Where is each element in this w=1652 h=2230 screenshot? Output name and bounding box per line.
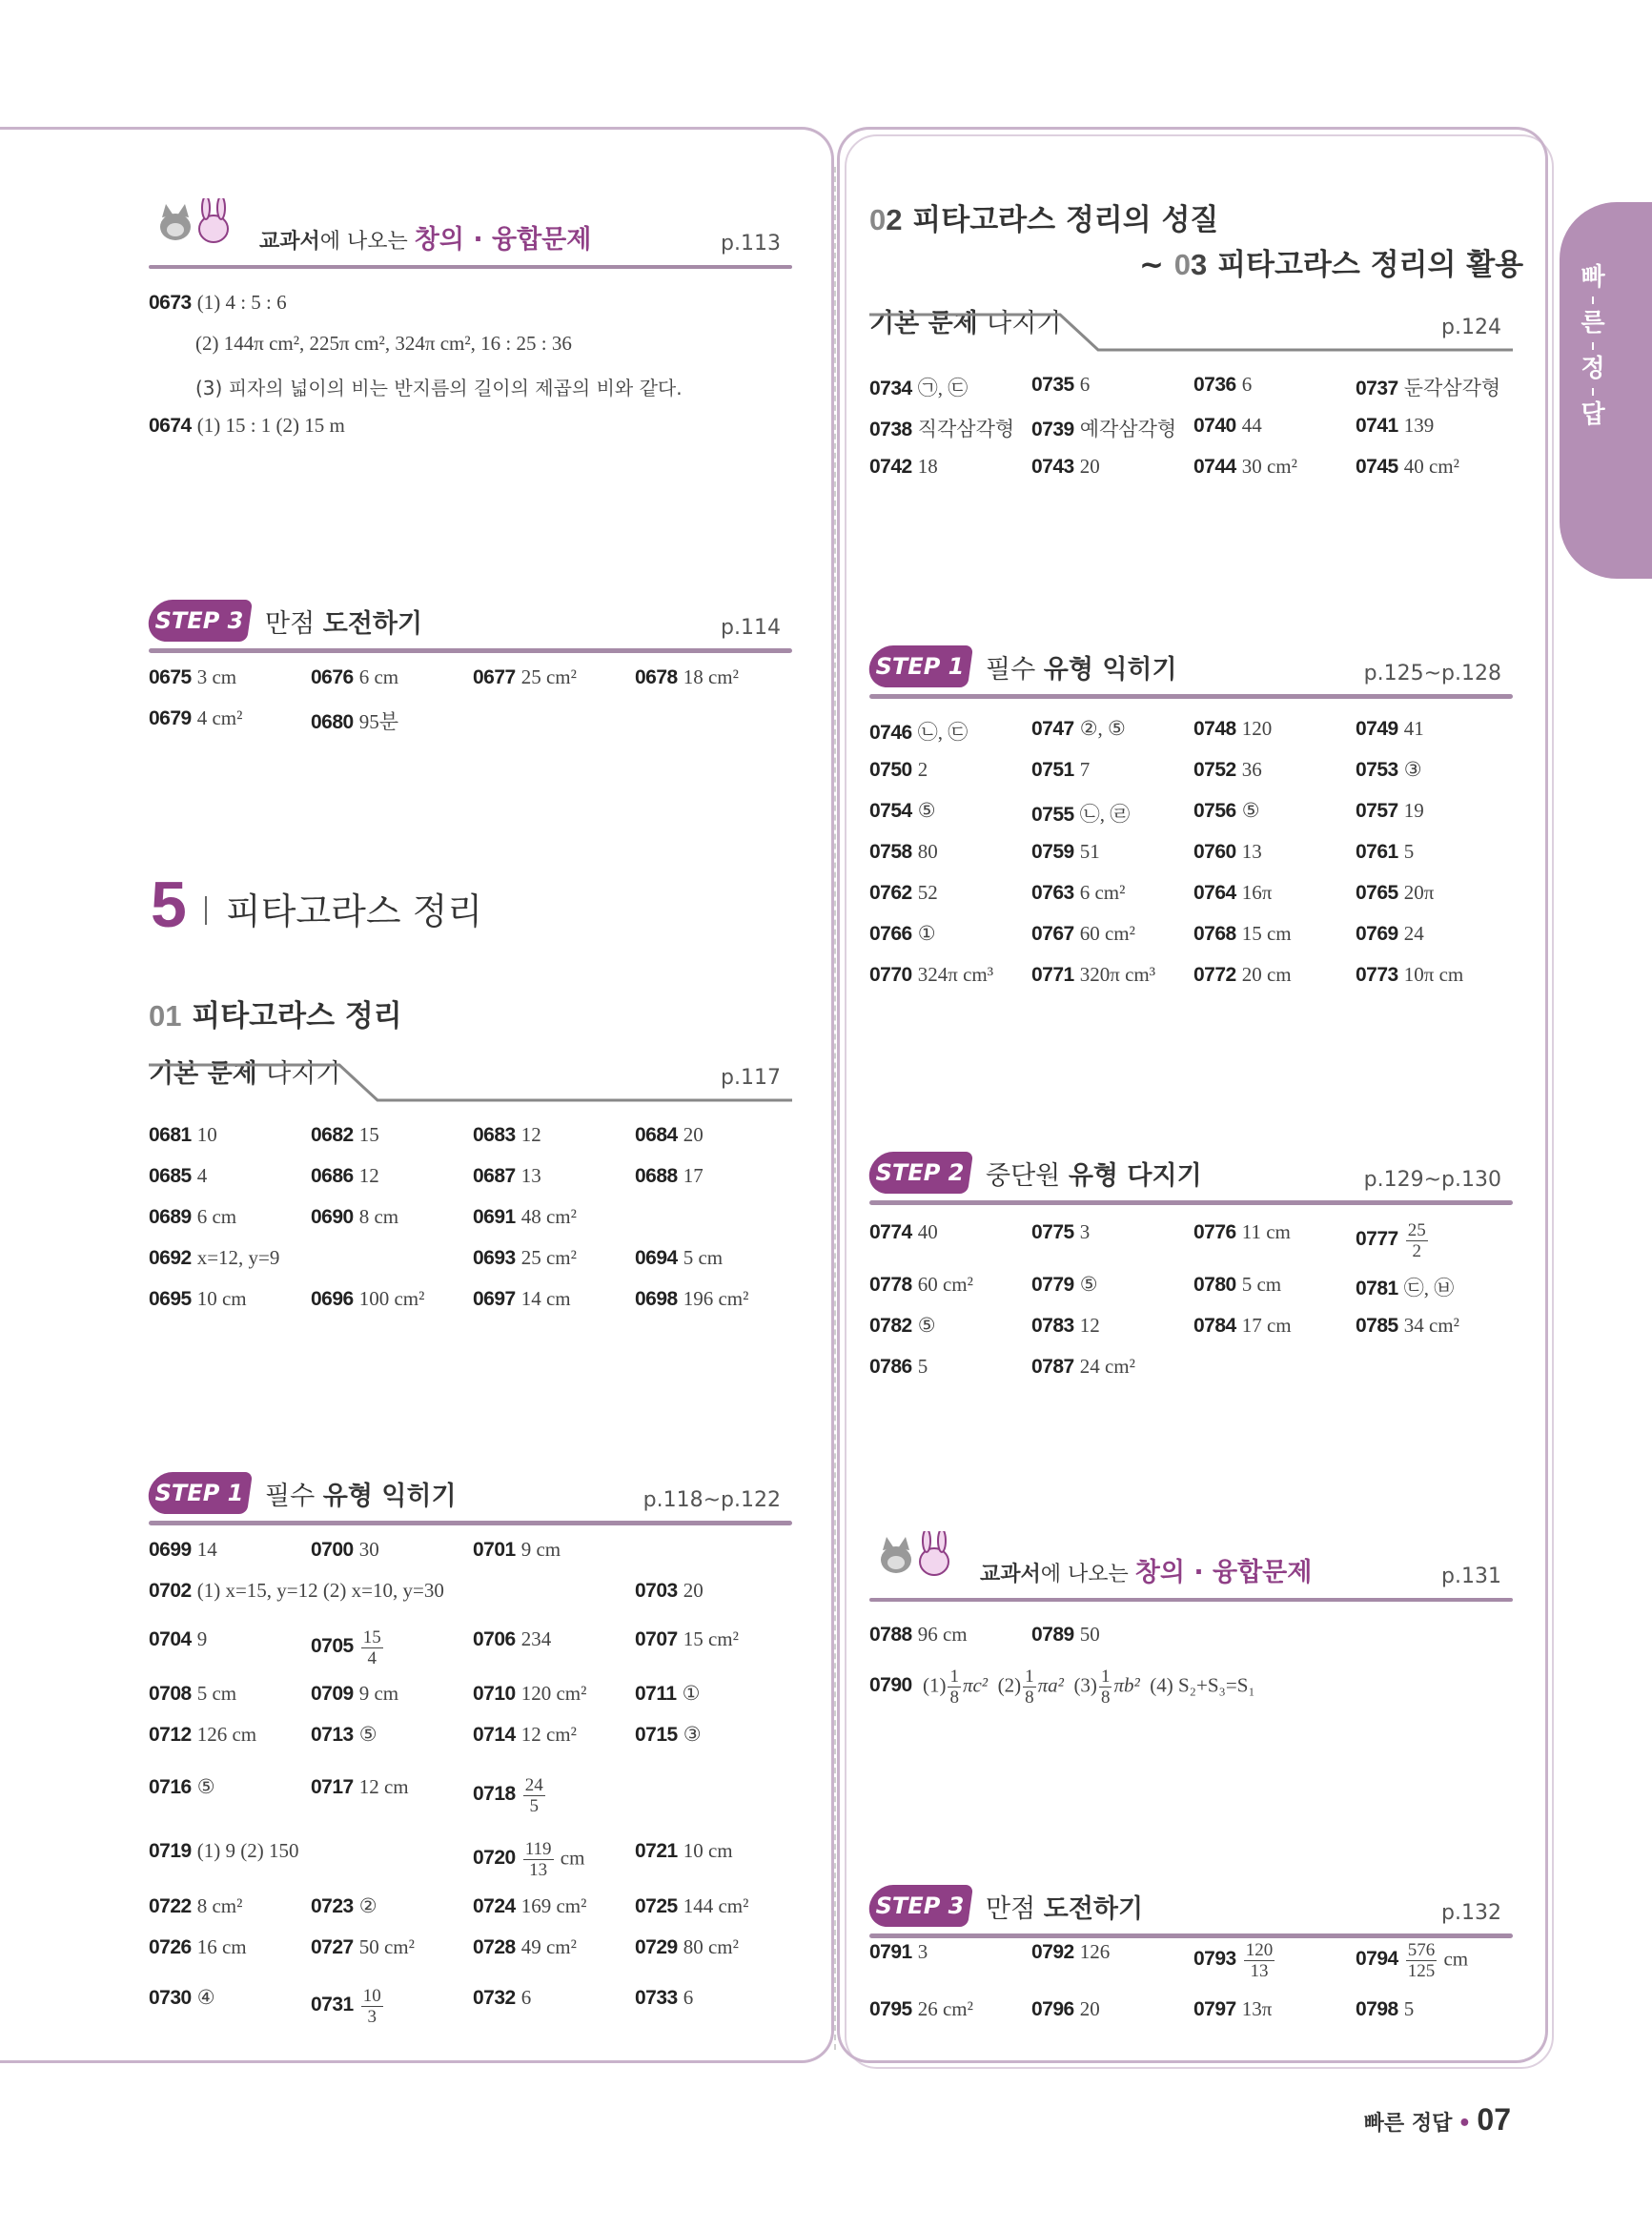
answer-item: 0684 20: [635, 1123, 704, 1146]
answer-item: 0744 30 cm²: [1193, 455, 1297, 478]
chapter-divider: [205, 896, 207, 925]
answer-item: 0690 8 cm: [311, 1205, 399, 1228]
answer-item: 0694 5 cm: [635, 1246, 724, 1269]
page-ref: p.131: [1441, 1565, 1501, 1588]
answer-item: 0685 4: [149, 1164, 208, 1187]
answer-item: 0725 144 cm²: [635, 1894, 749, 1917]
step1-header: STEP 1 필수 유형 익히기 p.118~p.122: [149, 1449, 792, 1525]
basic-problems-header: 기본 문제 다지기 p.124: [869, 276, 1513, 353]
answer-item: 0741 139: [1356, 414, 1435, 437]
answer-item: 0781 ㉢, ㉥: [1356, 1277, 1455, 1299]
answer-item: 0706 234: [473, 1627, 552, 1650]
answer-item: 0796 20: [1031, 1997, 1100, 2020]
answer-item: 0772 20 cm: [1193, 963, 1292, 986]
answer-item: 0737 둔각삼각형: [1356, 377, 1501, 399]
answer-item: 0682 15: [311, 1123, 379, 1146]
answer-item: 0792 126: [1031, 1940, 1111, 1963]
answer-item: 0773 10π cm: [1356, 963, 1464, 986]
answer-item: 0720 $\frac{119}{13}$ cm: [473, 1839, 585, 1880]
answer-item: 0770 324π cm³: [869, 963, 994, 986]
answer-item: 0728 49 cm²: [473, 1935, 577, 1958]
answer-item: 0782 ⑤: [869, 1314, 936, 1337]
answer-item: 0767 60 cm²: [1031, 922, 1135, 945]
creative-mid: 에 나오는: [319, 230, 415, 254]
answer-item: 0760 13: [1193, 840, 1262, 863]
answer-item: 0674 (1) 15 : 1 (2) 15 m: [149, 414, 345, 437]
answer-item: 0691 48 cm²: [473, 1205, 577, 1228]
page-ref: p.113: [721, 232, 781, 256]
answer-item: 0679 4 cm²: [149, 706, 243, 729]
answer-item: 0787 24 cm²: [1031, 1355, 1135, 1378]
answer-item: 0771 320π cm³: [1031, 963, 1156, 986]
page-ref: p.129~p.130: [1363, 1168, 1501, 1192]
answer-item: 0713 ⑤: [311, 1723, 377, 1746]
answer-item: 0740 44: [1193, 414, 1262, 437]
answer-item: 0735 6: [1031, 373, 1091, 396]
creative-accent: 창의 · 융합문제: [414, 225, 592, 255]
answer-item: 0788 96 cm: [869, 1623, 968, 1646]
answer-item: 0711 ①: [635, 1682, 701, 1705]
answer-item: 0762 52: [869, 881, 938, 904]
step-badge: STEP 3: [867, 1885, 973, 1927]
answer-item: 0750 2: [869, 758, 928, 781]
answer-item: 0722 8 cm²: [149, 1894, 243, 1917]
answer-item: 0753 ③: [1356, 758, 1422, 781]
page-divider: [834, 167, 836, 2050]
chapter-number: 5: [151, 869, 187, 941]
answer-item: 0764 16π: [1193, 881, 1273, 904]
answer-item: 0687 13: [473, 1164, 541, 1187]
answer-item: 0677 25 cm²: [473, 665, 577, 688]
answer-item: 0745 40 cm²: [1356, 455, 1459, 478]
answer-item: 0697 14 cm: [473, 1287, 571, 1310]
creative-problems-header: 교과서에 나오는 창의 · 융합문제 p.131: [869, 1525, 1513, 1602]
answer-item: 0683 12: [473, 1123, 541, 1146]
page-ref: p.132: [1441, 1901, 1501, 1925]
answer-item: 0793 $\frac{120}{13}$: [1193, 1940, 1274, 1981]
answer-item: 0678 18 cm²: [635, 665, 739, 688]
mascot-icon: [153, 198, 248, 254]
answer-item: 0754 ⑤: [869, 799, 936, 822]
answer-item: 0724 169 cm²: [473, 1894, 587, 1917]
answer-item: 0743 20: [1031, 455, 1100, 478]
footer-dot: •: [1458, 2112, 1472, 2136]
answer-item: 0758 80: [869, 840, 938, 863]
answer-item: 0732 6: [473, 1986, 532, 2009]
section-title: ~ 03 피타고라스 정리의 활용: [1139, 248, 1524, 282]
section-title: 01 피타고라스 정리: [149, 999, 402, 1033]
answer-item: 0692 x=12, y=9: [149, 1246, 280, 1269]
answer-item: 0727 50 cm²: [311, 1935, 415, 1958]
answer-item: 0784 17 cm: [1193, 1314, 1292, 1337]
answer-item: 0786 5: [869, 1355, 928, 1378]
answer-item: 0776 11 cm: [1193, 1220, 1291, 1243]
answer-item: 0783 12: [1031, 1314, 1100, 1337]
header-underline: [149, 1055, 792, 1103]
answer-item: 0699 14: [149, 1538, 217, 1561]
answer-item: 0747 ②, ⑤: [1031, 717, 1126, 740]
answer-item: 0791 3: [869, 1940, 928, 1963]
answer-item: 0794 $\frac{576}{125}$ cm: [1356, 1940, 1469, 1981]
answer-item: 0779 ⑤: [1031, 1273, 1098, 1296]
answer-item: 0700 30: [311, 1538, 379, 1561]
creative-pre: 교과서: [259, 230, 320, 254]
answer-item: 0693 25 cm²: [473, 1246, 577, 1269]
answer-item: 0715 ③: [635, 1723, 702, 1746]
side-tab-char: 른: [1581, 309, 1605, 338]
answer-item: 0689 6 cm: [149, 1205, 237, 1228]
answer-item: 0768 15 cm: [1193, 922, 1292, 945]
answer-item: 0756 ⑤: [1193, 799, 1260, 822]
answer-item: 0726 16 cm: [149, 1935, 247, 1958]
answer-item: 0701 9 cm: [473, 1538, 561, 1561]
answer-item: 0742 18: [869, 455, 938, 478]
page-ref: p.124: [1441, 316, 1501, 339]
answer-item: 0712 126 cm: [149, 1723, 257, 1746]
answer-item: 0733 6: [635, 1986, 694, 2009]
footer-label: 빠른 정답: [1363, 2112, 1453, 2136]
answer-item: 0704 9: [149, 1627, 208, 1650]
basic-problems-header: 기본 문제 다지기 p.117: [149, 1027, 792, 1103]
answer-item: 0719 (1) 9 (2) 150: [149, 1839, 299, 1862]
side-tab-char: 답: [1581, 400, 1605, 429]
page-ref: p.125~p.128: [1363, 662, 1501, 685]
answer-item: 0686 12: [311, 1164, 379, 1187]
answer-item: 0759 51: [1031, 840, 1100, 863]
answer-item: 0714 12 cm²: [473, 1723, 577, 1746]
answer-item: 0738 직각삼각형: [869, 418, 1015, 440]
answer-item: 0775 3: [1031, 1220, 1091, 1243]
answer-item: 0746 ㉡, ㉢: [869, 721, 969, 744]
answer-item: 0673 (1) 4 : 5 : 6: [149, 291, 287, 314]
answer-item: 0707 15 cm²: [635, 1627, 739, 1650]
answer-item: 0716 ⑤: [149, 1775, 215, 1798]
step-badge: STEP 1: [146, 1472, 253, 1514]
answer-item: 0721 10 cm: [635, 1839, 733, 1862]
step1-header: STEP 1 필수 유형 익히기 p.125~p.128: [869, 623, 1513, 699]
step-badge: STEP 3: [146, 600, 253, 642]
answer-item: 0718 $\frac{24}{5}$: [473, 1775, 543, 1816]
answer-item: 0731 $\frac{10}{3}$: [311, 1986, 381, 2027]
answer-item: 0751 7: [1031, 758, 1091, 781]
answer-item: 0709 9 cm: [311, 1682, 399, 1705]
answer-item: 0789 50: [1031, 1623, 1100, 1646]
answer-item: 0696 100 cm²: [311, 1287, 425, 1310]
answer-item: (2) 144π cm², 225π cm², 324π cm², 16 : 25 : 36: [195, 332, 572, 355]
answer-item: 0736 6: [1193, 373, 1253, 396]
side-tab-char: 빠: [1581, 263, 1605, 292]
answer-item: 0703 20: [635, 1579, 704, 1602]
answer-item: 0717 12 cm: [311, 1775, 409, 1798]
answer-item: 0785 34 cm²: [1356, 1314, 1459, 1337]
answer-item: 0730 ④: [149, 1986, 215, 2009]
answer-item: 0757 19: [1356, 799, 1424, 822]
step2-header: STEP 2 중단원 유형 다지기 p.129~p.130: [869, 1129, 1513, 1205]
answer-item: 0790 (1) $\frac{1}{8}$ πc² (2) $\frac{1}{8}$ πa² (3) $\frac{1}{8}$ πb² (4) S₂+S₃=S₁: [869, 1667, 1255, 1708]
answer-item: 0695 10 cm: [149, 1287, 247, 1310]
answer-item: 0675 3 cm: [149, 665, 237, 688]
answer-item: 0797 13π: [1193, 1997, 1273, 2020]
answer-item: 0761 5: [1356, 840, 1415, 863]
answer-item: 0798 5: [1356, 1997, 1415, 2020]
answer-item: 0778 60 cm²: [869, 1273, 973, 1296]
answer-item: 0769 24: [1356, 922, 1424, 945]
answer-item: 0723 ②: [311, 1894, 377, 1917]
answer-item: 0755 ㉡, ㉣: [1031, 803, 1131, 826]
answer-item: 0777 $\frac{25}{2}$: [1356, 1220, 1426, 1261]
page-number: 07: [1477, 2102, 1511, 2137]
answer-item: 0748 120: [1193, 717, 1273, 740]
answer-item: 0734 ㉠, ㉢: [869, 377, 969, 399]
answer-item: 0766 ①: [869, 922, 936, 945]
answer-item: 0739 예각삼각형: [1031, 418, 1177, 440]
mascot-icon: [873, 1531, 969, 1586]
page-footer: [1364, 2102, 1511, 2138]
answer-item: 0676 6 cm: [311, 665, 399, 688]
answer-item: 0729 80 cm²: [635, 1935, 739, 1958]
answer-item: 0752 36: [1193, 758, 1262, 781]
page-ref: p.117: [721, 1066, 781, 1090]
step3-header: STEP 3 만점 도전하기 p.132: [869, 1862, 1513, 1938]
answer-item: 0705 $\frac{15}{4}$: [311, 1627, 381, 1668]
answer-item: 0710 120 cm²: [473, 1682, 587, 1705]
step-badge: STEP 2: [867, 1152, 973, 1194]
step-badge: STEP 1: [867, 645, 973, 687]
answer-item: 0774 40: [869, 1220, 938, 1243]
answer-item: 0749 41: [1356, 717, 1424, 740]
answer-item: 0763 6 cm²: [1031, 881, 1126, 904]
side-tab-char: 정: [1581, 355, 1605, 383]
answer-item: 0795 26 cm²: [869, 1997, 973, 2020]
page-ref: p.118~p.122: [642, 1488, 781, 1512]
page-ref: p.114: [721, 616, 781, 640]
answer-item: 0708 5 cm: [149, 1682, 237, 1705]
creative-problems-header: [149, 193, 792, 269]
answer-item: 0680 95분: [311, 710, 399, 733]
answer-item: 0780 5 cm: [1193, 1273, 1282, 1296]
chapter-title: 피타고라스 정리: [226, 890, 483, 932]
header-underline: [869, 305, 1513, 353]
answer-item: 0688 17: [635, 1164, 704, 1187]
side-index-tab[interactable]: [1560, 202, 1652, 579]
answer-item: 0765 20π: [1356, 881, 1435, 904]
step3-header: STEP 3 만점 도전하기 p.114: [149, 577, 792, 653]
answer-item: 0702 (1) x=15, y=12 (2) x=10, y=30: [149, 1579, 444, 1602]
answer-item: 0681 10: [149, 1123, 217, 1146]
answer-item: (3) 피자의 넓이의 비는 반지름의 길이의 제곱의 비와 같다.: [195, 377, 683, 399]
answer-item: 0698 196 cm²: [635, 1287, 749, 1310]
section-title: 02 피타고라스 정리의 성질: [869, 203, 1219, 237]
